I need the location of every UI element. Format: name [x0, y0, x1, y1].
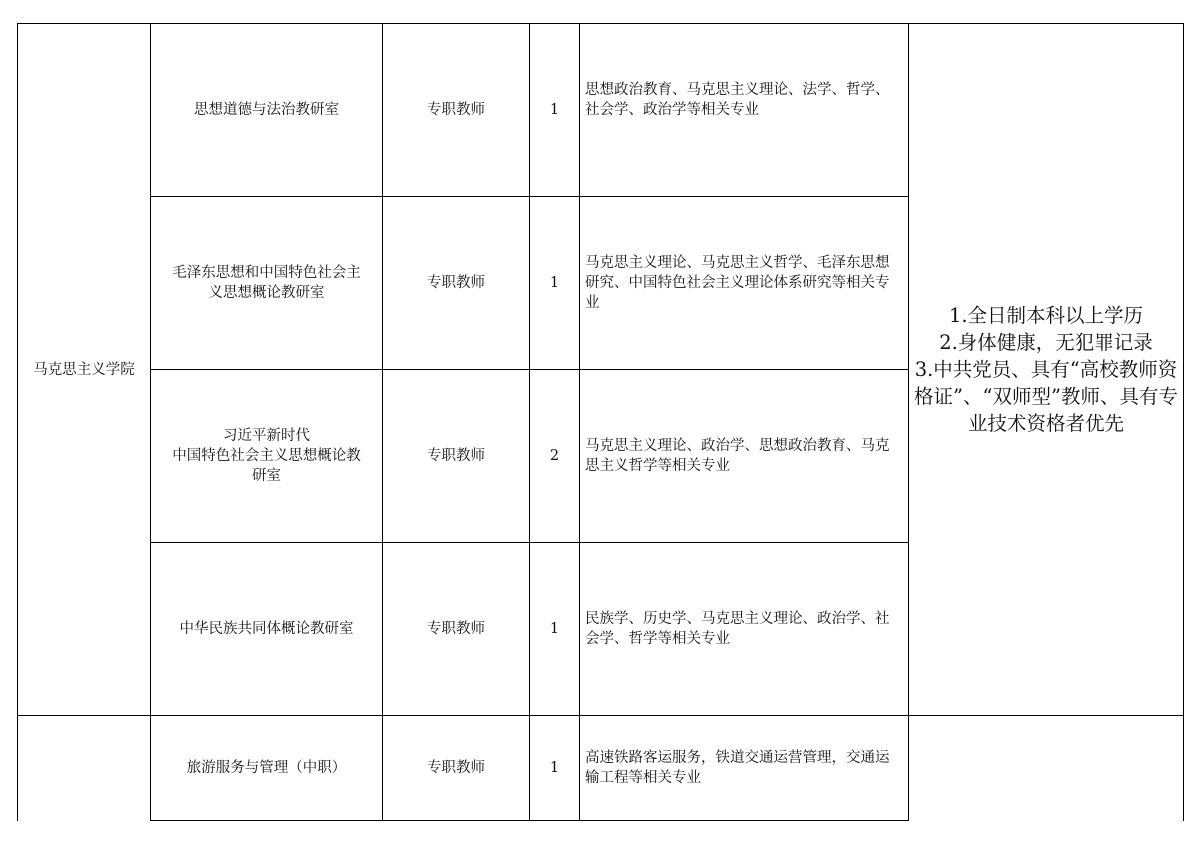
headcount-cell: 1 — [549, 102, 560, 118]
headcount-cell: 1 — [549, 760, 560, 776]
position-type-cell: 专职教师 — [427, 621, 485, 637]
headcount-cell: 1 — [549, 275, 560, 291]
unit-cell: 习近平新时代 中国特色社会主义思想概论教 研室 — [172, 428, 361, 484]
majors-cell: 马克思主义理论、马克思主义哲学、毛泽东思想研究、中国特色社会主义理论体系研究等相关专业 — [585, 255, 890, 311]
position-type-cell: 专职教师 — [427, 275, 485, 291]
unit-cell: 旅游服务与管理（中职） — [186, 760, 347, 776]
unit-cell: 毛泽东思想和中国特色社会主 义思想概论教研室 — [172, 265, 361, 301]
headcount-cell: 1 — [549, 621, 560, 637]
majors-cell: 高速铁路客运服务，铁道交通运营管理，交通运输工程等相关专业 — [585, 750, 890, 786]
majors-cell: 民族学、历史学、马克思主义理论、政治学、社会学、哲学等相关专业 — [585, 611, 890, 647]
position-type-cell: 专职教师 — [427, 760, 485, 776]
majors-cell: 思想政治教育、马克思主义理论、法学、哲学、社会学、政治学等相关专业 — [585, 82, 890, 118]
department-cell: 马克思主义学院 — [33, 361, 135, 378]
requirements-cell: 1.全日制本科以上学历 2.身体健康，无犯罪记录 3.中共党员、具有“高校教师资格证”、“双师型”教师、具有专业技术资格者优先 — [914, 304, 1178, 435]
requirements-cell — [909, 716, 1183, 820]
department-cell — [18, 716, 150, 820]
majors-cell: 马克思主义理论、政治学、思想政治教育、马克思主义哲学等相关专业 — [585, 438, 890, 474]
position-type-cell: 专职教师 — [427, 448, 485, 464]
headcount-cell: 2 — [549, 448, 560, 464]
unit-cell: 中华民族共同体概论教研室 — [179, 621, 354, 637]
unit-cell: 思想道德与法治教研室 — [194, 102, 339, 118]
position-type-cell: 专职教师 — [427, 102, 485, 118]
table-right-border — [1183, 23, 1184, 821]
